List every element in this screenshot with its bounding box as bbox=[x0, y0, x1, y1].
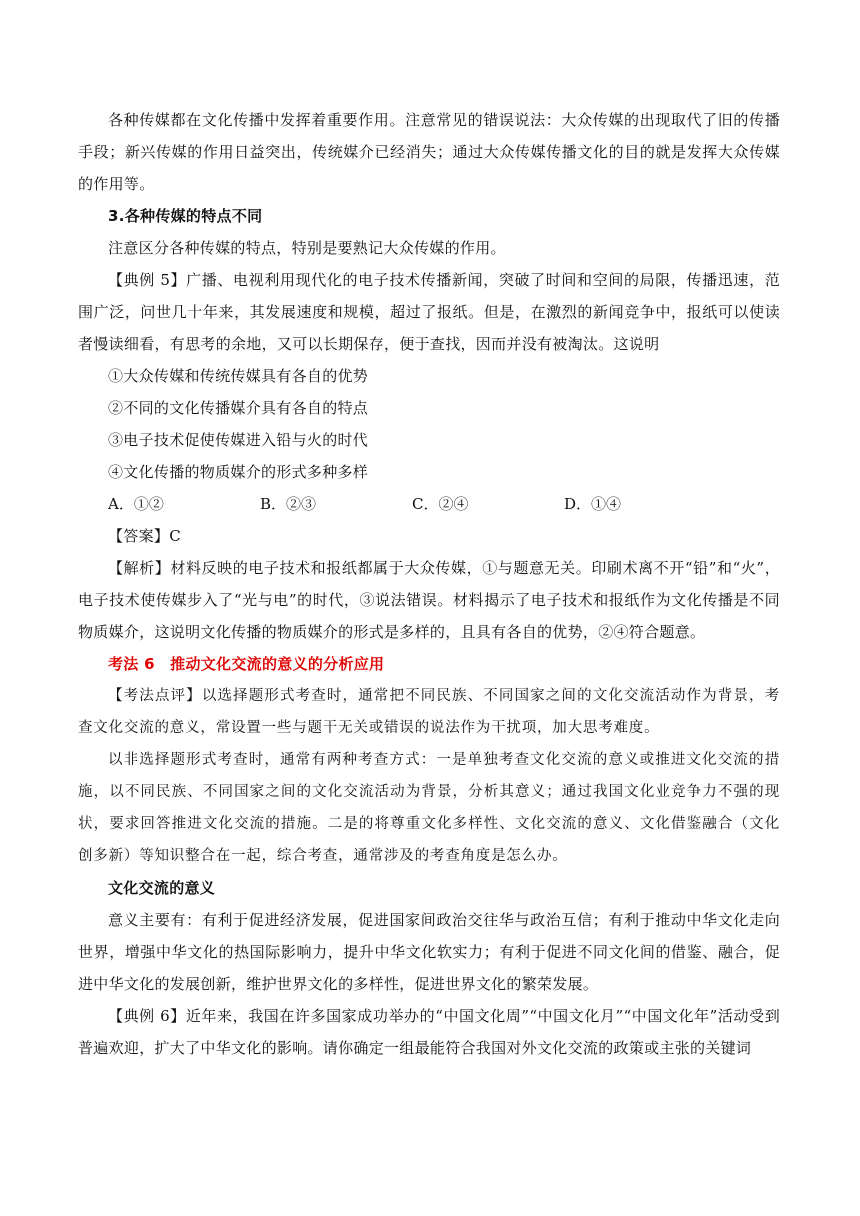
kaofa-review-choice: 【考法点评】以选择题形式考查时，通常把不同民族、不同国家之间的文化交流活动作为背景，考查文化交流的意义，常设置一些与题干无关或错误的说法作为干扰项，加大思考难度。 bbox=[78, 688, 780, 736]
example-5-item-4: ④文化传播的物质媒介的形式多种多样 bbox=[108, 463, 369, 481]
example-5-answer: 【答案】C bbox=[108, 527, 181, 545]
section-heading-exchange-meaning: 文化交流的意义 bbox=[108, 879, 216, 897]
section-heading-media-features: 3.各种传媒的特点不同 bbox=[108, 207, 263, 225]
option-d: D．①④ bbox=[564, 495, 622, 513]
option-a: A．①② bbox=[108, 495, 164, 513]
paragraph-exchange-meaning: 意义主要有：有利于促进经济发展，促进国家间政治交往华与政治互信；有利于推动中华文化走向世界，增强中华文化的热国际影响力，提升中华文化软实力；有利于促进不同文化间的借鉴、融合，促进中华文化的发展创新，维护世界文化的多样性，促进世界文化的繁荣发展。 bbox=[78, 911, 780, 993]
example-5-question: 【典例 5】广播、电视利用现代化的电子技术传播新闻，突破了时间和空间的局限，传播迅速，范围广泛，问世几十年来，其发展速度和规模，超过了报纸。但是，在激烈的新闻竞争中，报纸可以使读者慢读细看，有思考的余地，又可以长期保存，便于查找，因而并没有被淘汰。这说明 bbox=[78, 271, 780, 353]
kaofa-review-nonchoice: 以非选择题形式考查时，通常有两种考查方式：一是单独考查文化交流的意义或推进文化交流的措施，以不同民族、不同国家之间的文化交流活动为背景，分析其意义；通过我国文化业竞争力不强的现状，要求回答推进文化交流的措施。二是的将尊重文化多样性、文化交流的意义、文化借鉴融合（文化创多新）等知识整合在一起，综合考查，通常涉及的考查角度是怎么办。 bbox=[78, 752, 780, 864]
option-c: C．②④ bbox=[412, 495, 469, 513]
example-5-item-2: ②不同的文化传播媒介具有各自的特点 bbox=[108, 399, 369, 417]
example-5-item-1: ①大众传媒和传统传媒具有各自的优势 bbox=[108, 367, 369, 385]
paragraph-distinguish-media: 注意区分各种传媒的特点，特别是要熟记大众传媒的作用。 bbox=[108, 239, 506, 257]
option-b: B．②③ bbox=[260, 495, 317, 513]
example-6-question: 【典例 6】近年来，我国在许多国家成功举办的“中国文化周”“中国文化月”“中国文化年”活动受到普遍欢迎，扩大了中华文化的影响。请你确定一组最能符合我国对外文化交流的政策或主张的关键词 bbox=[78, 1007, 780, 1057]
paragraph-media-role: 各种传媒都在文化传播中发挥着重要作用。注意常见的错误说法：大众传媒的出现取代了旧的传播手段；新兴传媒的作用日益突出，传统媒介已经消失；通过大众传媒传播文化的目的就是发挥大众传媒的作用等。 bbox=[78, 111, 780, 193]
document-body bbox=[78, 104, 780, 1064]
example-5-item-3: ③电子技术促使传媒进入铅与火的时代 bbox=[108, 431, 369, 449]
example-5-analysis: 【解析】材料反映的电子技术和报纸都属于大众传媒，①与题意无关。印刷术离不开“铅”和“火”，电子技术使传媒步入了“光与电”的时代，③说法错误。材料揭示了电子技术和报纸作为文化传播是不同物质媒介，这说明文化传播的物质媒介的形式是多样的，且具有各自的优势，②④符合题意。 bbox=[78, 559, 780, 641]
kaofa-6-heading: 考法 6 推动文化交流的意义的分析应用 bbox=[108, 655, 385, 673]
example-5-options bbox=[78, 488, 780, 520]
